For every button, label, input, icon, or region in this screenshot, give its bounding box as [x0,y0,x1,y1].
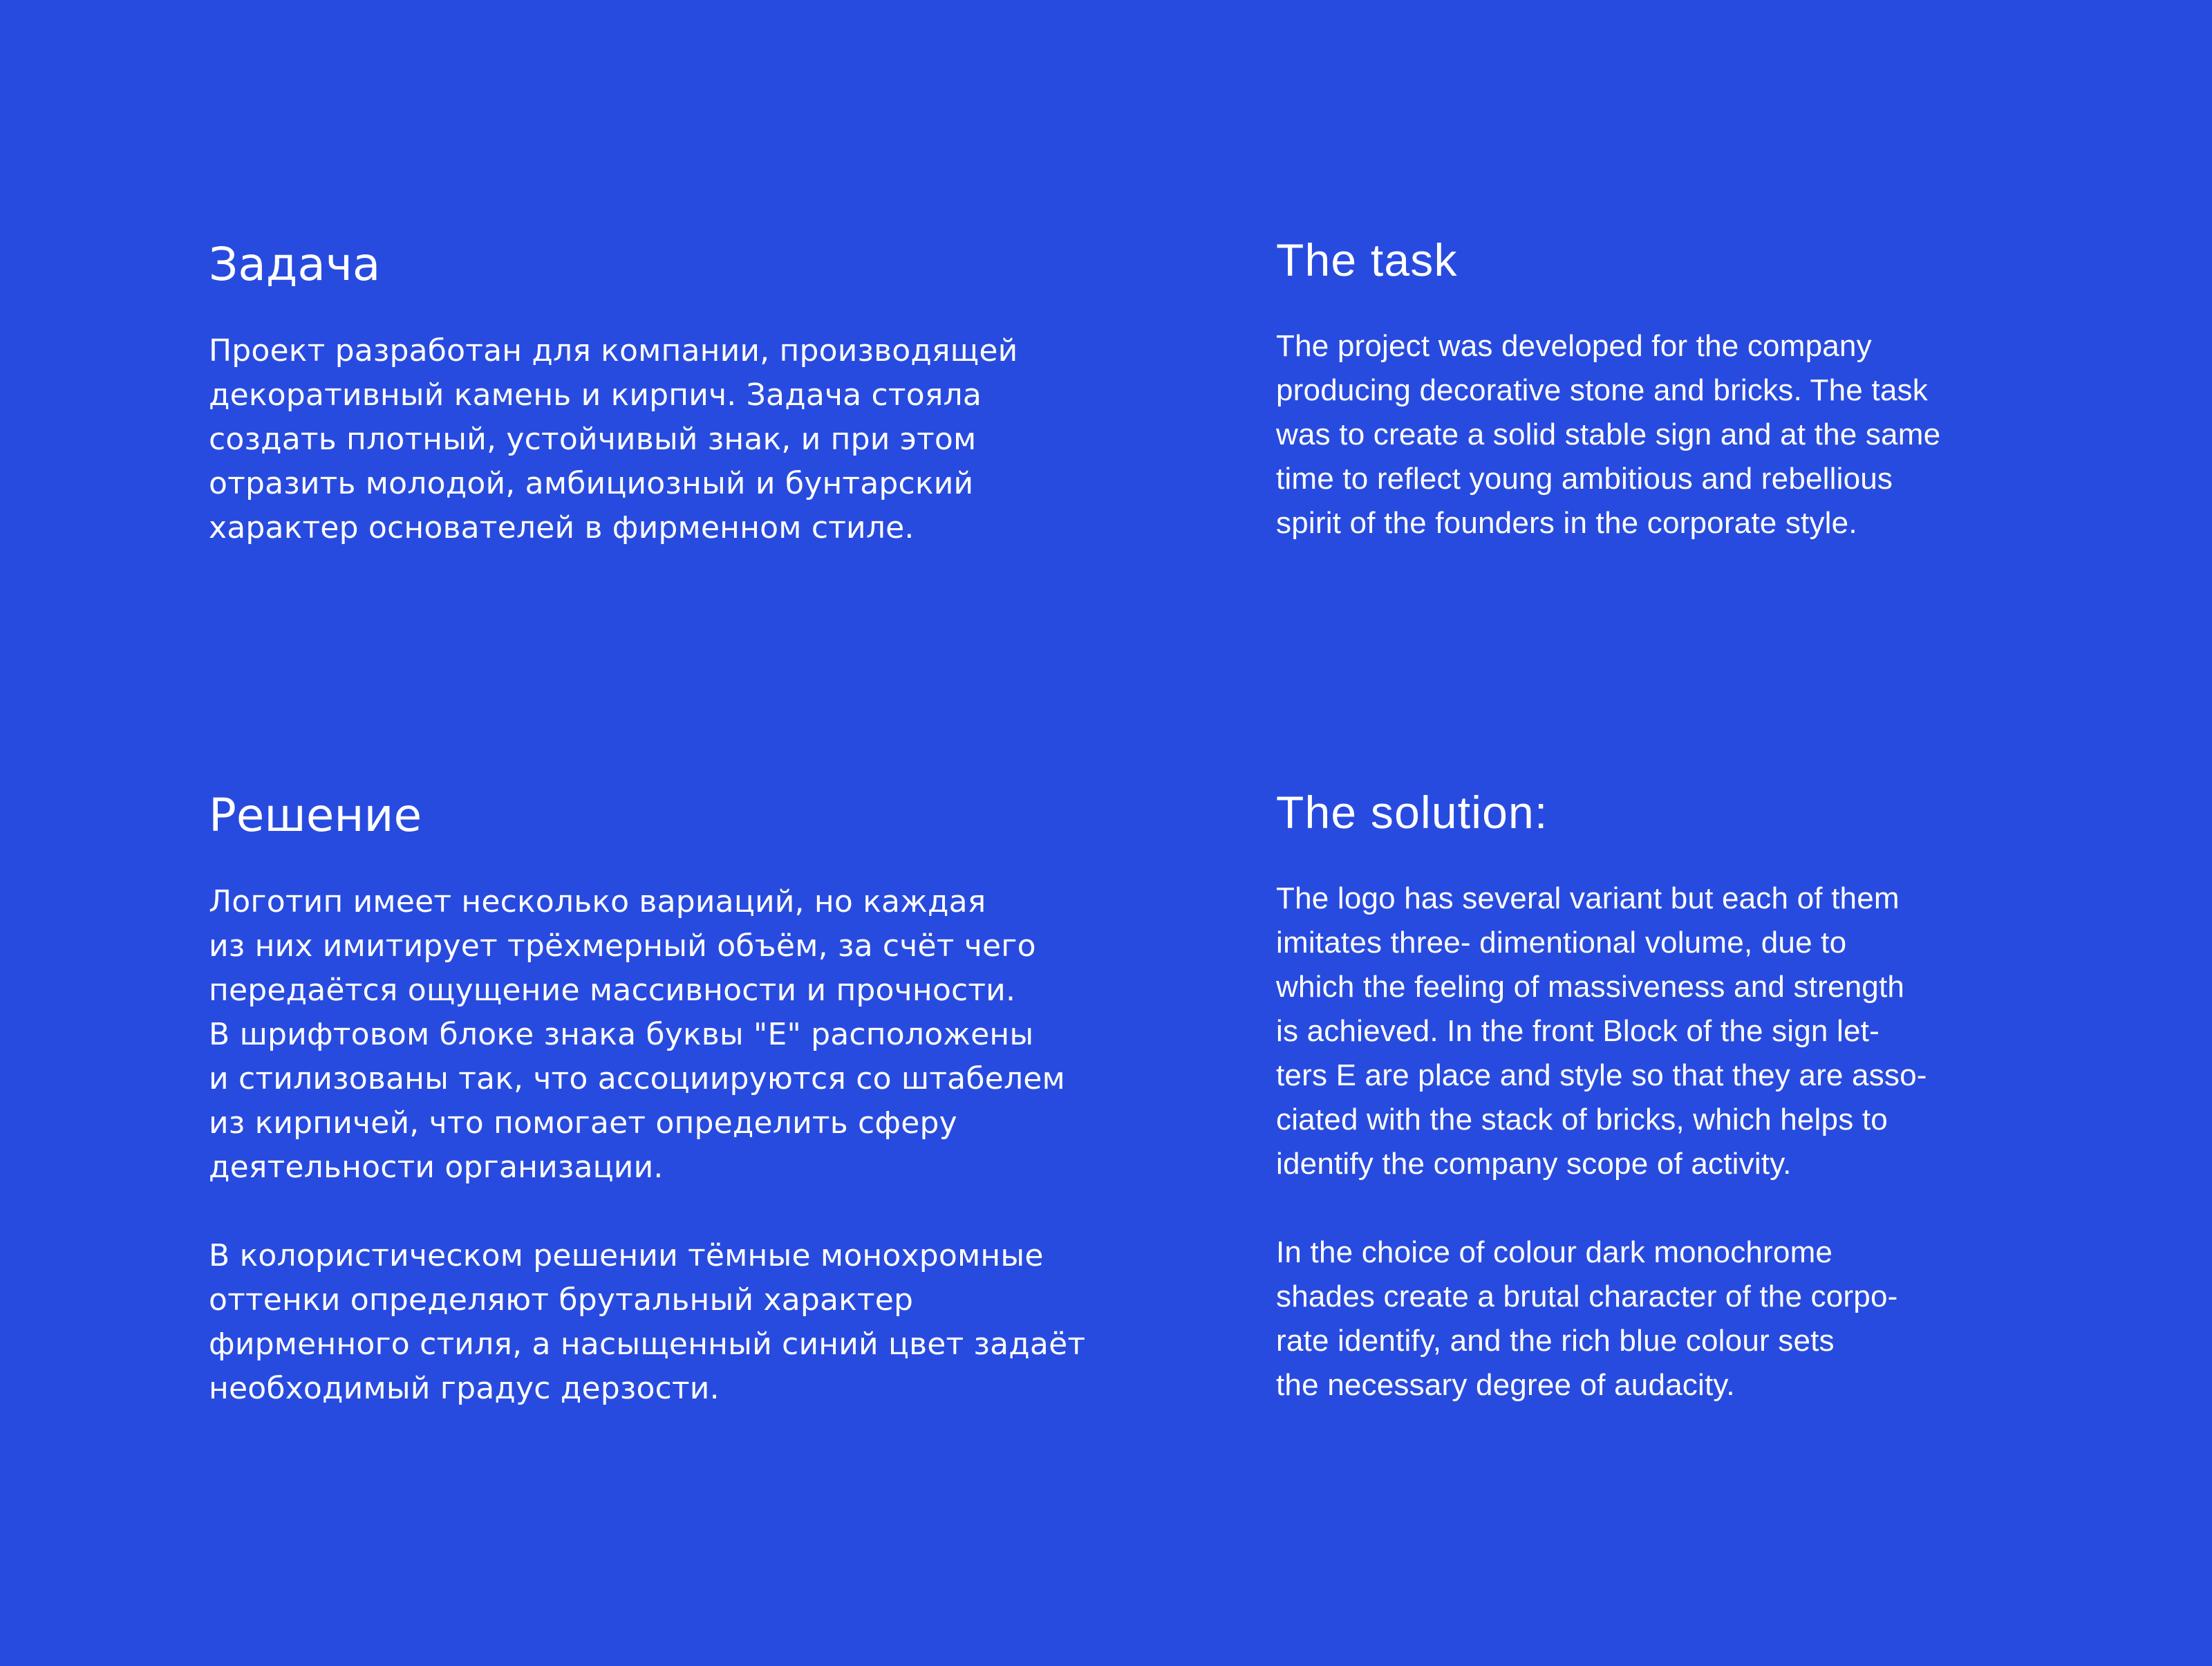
task-body-en: The project was developed for the company producing decorative stone and bricks. The task was to create a solid stable sign and at the same time to reflect young ambitious and rebellious spirit of the founders in the corporate style. [1276,329,1941,540]
task-heading-en: The task [1276,234,1458,286]
task-section-ru [209,238,1177,550]
task-section-en [1276,234,2212,545]
solution-body-ru-1: Логотип имеет несколько вариаций, но каждая из них имитирует трёхмерный объём, за счёт чего передаётся ощущение массивности и прочности. В шрифтовом блоке знака буквы "Е" расположены и стилизованы так, что ассоциируются со штабелем из кирпичей, что помогает определить сферу деятельности организации. [209,884,1065,1185]
solution-heading-ru: Решение [209,789,422,842]
solution-section-ru [209,789,1177,1411]
solution-body-en-2: In the choice of colour dark monochrome shades create a brutal character of the corpo- rate identify, and the rich blue colour sets the necessary degree of audacity. [1276,1235,1898,1402]
solution-section-en [1276,789,2212,1407]
solution-body-en-1: The logo has several variant but each of them imitates three- dimentional volume, due to which the feeling of massiveness and strength is achieved. In the front Block of the sign let- ters E are place and style so that they are asso- ciated with the stack of bricks, which helps to identify the company scope of activity. [1276,881,1927,1181]
solution-heading-en: The solution: [1276,787,1548,838]
task-heading-ru: Задача [209,238,381,291]
task-body-ru: Проект разработан для компании, производящей декоративный камень и кирпич. Задача стояла создать плотный, устойчивый знак, и при этом отразить молодой, амбициозный и бунтарский характер основателей в фирменном стиле. [209,333,1018,545]
solution-body-ru-2: В колористическом решении тёмные монохромные оттенки определяют брутальный характер фирменного стиля, а насыщенный синий цвет задаёт необходимый градус дерзости. [209,1238,1086,1406]
